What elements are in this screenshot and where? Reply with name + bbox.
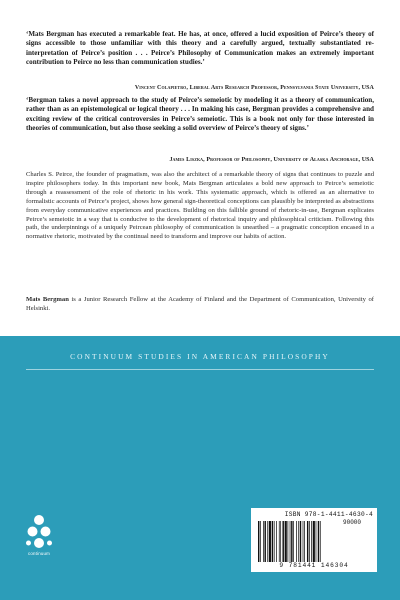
review-quote-liszka: ‘Bergman takes a novel approach to the study of Peirce’s semeiotic by modeling it as a theory of communication, rather than as an epistemological or logical theory . . . In making his case, Bergman provides a comprehensive and exciting review of the critical controversies in Peirce’s semeiotic. This is a book not only for those interested in theories of communication, but also those seeking a solid overview of Peirce’s theory of signs.’	[26, 96, 374, 133]
series-divider	[26, 369, 374, 370]
review-quote-colapietro: ‘Mats Bergman has executed a remarkable feat. He has, at once, offered a lucid exposition of Peirce’s theory of signs accessible to those unfamiliar with this theory and a carefully argued, textually substantiated re-interpretation of Peirce’s position . . . Peirce’s Philosophy of Communication makes an extremely important contribution to Peirce no less than communication studies.’	[26, 30, 374, 67]
barcode-digits: 9 781441 146304	[279, 562, 349, 569]
isbn-label: ISBN 978-1-4411-4630-4	[284, 511, 373, 518]
author-name: Mats Bergman	[26, 296, 69, 303]
series-title: CONTINUUM STUDIES IN AMERICAN PHILOSOPHY	[70, 352, 330, 361]
continuum-triangle-logo-icon	[26, 514, 52, 550]
isbn-barcode	[251, 508, 377, 572]
author-bio-text: is a Junior Research Fellow at the Academy of Finland and the Department of Communication, University of Helsinki.	[26, 296, 375, 312]
review-attribution-liszka: James Liszka, Professor of Philosophy, University of Alaska Anchorage, USA	[169, 157, 374, 163]
review-attribution-colapietro: Vincent Colapietro, Liberal Arts Research Professor, Pennsylvania State University, USA	[134, 85, 374, 91]
publisher-name: continuum	[27, 551, 51, 556]
author-bio	[26, 296, 374, 314]
barcode-bars	[257, 521, 341, 562]
book-description: Charles S. Peirce, the founder of pragmatism, was also the architect of a remarkable theory of signs that continues to puzzle and inspire philosophers today. In this important new book, Mats Bergman articulates a bold new approach to Peirce’s semeiotic through a reassessment of the role of rhetoric in his work. This systematic approach, which is offered as an alternative to formalistic accounts of Peirce’s project, shows how general sign-theoretical conceptions can plausibly be interpreted as abstractions from everyday communicative experiences and practices. Building on this fallible ground of rhetoric-in-use, Bergman explicates Peirce’s semeiotic in a way that is conducive to the development of rhetorical inquiry and philosophical criticism. Following this path, the underpinnings of a uniquely Peircean philosophy of communication is unearthed – a pragmatic conception encased in a normative rhetoric, motivated by the continual need to transform and improve our habits of action.	[26, 171, 374, 241]
price-code: 90000	[343, 519, 362, 526]
